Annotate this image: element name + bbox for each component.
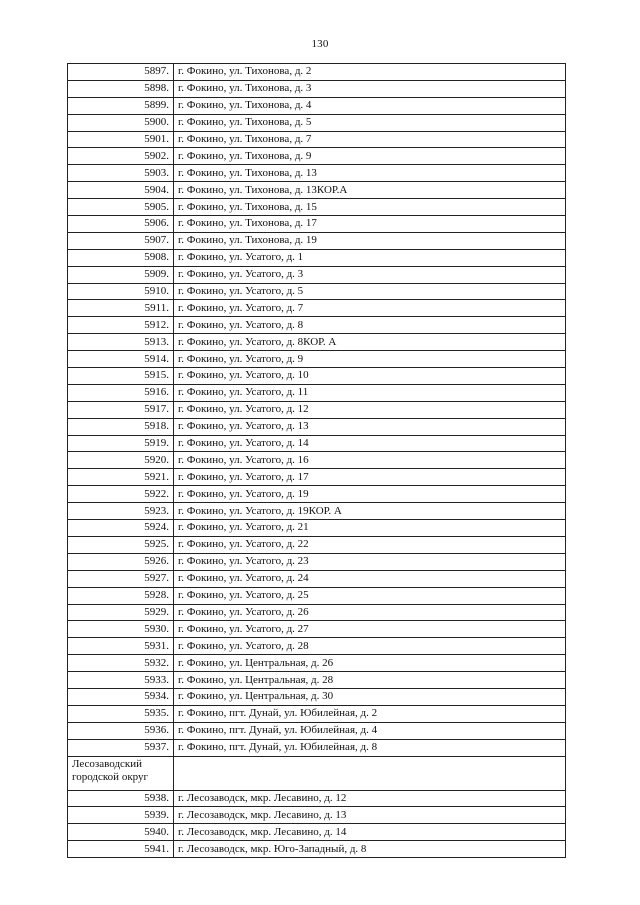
table-row (68, 621, 566, 638)
row-number: 5906. (68, 216, 174, 233)
row-address: г. Фокино, ул. Тихонова, д. 15 (174, 199, 566, 216)
row-number: 5928. (68, 587, 174, 604)
table-row (68, 503, 566, 520)
row-address: г. Фокино, ул. Усатого, д. 26 (174, 604, 566, 621)
table-row (68, 232, 566, 249)
table-row (68, 841, 566, 858)
row-address: г. Фокино, ул. Тихонова, д. 5 (174, 114, 566, 131)
group-empty-cell (174, 756, 566, 790)
row-address: г. Лесозаводск, мкр. Лесавино, д. 13 (174, 807, 566, 824)
table-row (68, 435, 566, 452)
row-number: 5918. (68, 418, 174, 435)
table-row (68, 199, 566, 216)
group-name: Лесозаводский городской округ (68, 756, 174, 790)
table-row (68, 418, 566, 435)
table-row (68, 722, 566, 739)
row-number: 5911. (68, 300, 174, 317)
table-row (68, 520, 566, 537)
row-address: г. Фокино, ул. Усатого, д. 27 (174, 621, 566, 638)
table-row (68, 655, 566, 672)
table-row (68, 384, 566, 401)
table-row (68, 64, 566, 81)
row-address: г. Фокино, пгт. Дунай, ул. Юбилейная, д. 2 (174, 705, 566, 722)
row-number: 5898. (68, 80, 174, 97)
table-row (68, 334, 566, 351)
table-row (68, 790, 566, 807)
table-row (68, 604, 566, 621)
row-address: г. Фокино, ул. Тихонова, д. 2 (174, 64, 566, 81)
row-address: г. Фокино, ул. Усатого, д. 11 (174, 384, 566, 401)
table-row (68, 739, 566, 756)
row-number: 5904. (68, 182, 174, 199)
row-number: 5916. (68, 384, 174, 401)
row-number: 5931. (68, 638, 174, 655)
row-number: 5897. (68, 64, 174, 81)
table-row (68, 401, 566, 418)
row-address: г. Фокино, ул. Тихонова, д. 9 (174, 148, 566, 165)
table-row (68, 266, 566, 283)
table-row (68, 638, 566, 655)
row-number: 5917. (68, 401, 174, 418)
group-header-row (68, 756, 566, 790)
row-address: г. Фокино, ул. Усатого, д. 22 (174, 536, 566, 553)
row-address: г. Фокино, ул. Тихонова, д. 17 (174, 216, 566, 233)
row-number: 5919. (68, 435, 174, 452)
row-address: г. Фокино, ул. Усатого, д. 1 (174, 249, 566, 266)
address-table-body (68, 64, 566, 858)
table-row (68, 672, 566, 689)
table-row (68, 469, 566, 486)
row-address: г. Фокино, ул. Тихонова, д. 13КОР.А (174, 182, 566, 199)
row-number: 5940. (68, 824, 174, 841)
row-number: 5902. (68, 148, 174, 165)
row-number: 5920. (68, 452, 174, 469)
table-row (68, 553, 566, 570)
table-row (68, 216, 566, 233)
table-row (68, 131, 566, 148)
row-address: г. Фокино, ул. Центральная, д. 28 (174, 672, 566, 689)
row-address: г. Фокино, ул. Усатого, д. 14 (174, 435, 566, 452)
row-number: 5933. (68, 672, 174, 689)
table-row (68, 97, 566, 114)
table-row (68, 165, 566, 182)
row-number: 5924. (68, 520, 174, 537)
row-address: г. Фокино, ул. Усатого, д. 7 (174, 300, 566, 317)
table-row (68, 80, 566, 97)
address-table (67, 63, 566, 858)
row-address: г. Фокино, ул. Тихонова, д. 13 (174, 165, 566, 182)
table-row (68, 351, 566, 368)
row-number: 5925. (68, 536, 174, 553)
table-row (68, 148, 566, 165)
row-address: г. Фокино, ул. Усатого, д. 24 (174, 570, 566, 587)
table-row (68, 114, 566, 131)
row-address: г. Лесозаводск, мкр. Лесавино, д. 12 (174, 790, 566, 807)
row-number: 5922. (68, 486, 174, 503)
row-number: 5936. (68, 722, 174, 739)
row-number: 5909. (68, 266, 174, 283)
row-number: 5934. (68, 688, 174, 705)
table-row (68, 486, 566, 503)
row-address: г. Фокино, ул. Усатого, д. 21 (174, 520, 566, 537)
table-row (68, 249, 566, 266)
table-row (68, 587, 566, 604)
row-number: 5903. (68, 165, 174, 182)
row-address: г. Фокино, пгт. Дунай, ул. Юбилейная, д. 8 (174, 739, 566, 756)
row-number: 5923. (68, 503, 174, 520)
row-address: г. Лесозаводск, мкр. Лесавино, д. 14 (174, 824, 566, 841)
table-row (68, 368, 566, 385)
row-address: г. Фокино, ул. Усатого, д. 9 (174, 351, 566, 368)
row-number: 5932. (68, 655, 174, 672)
row-address: г. Фокино, ул. Усатого, д. 19КОР. А (174, 503, 566, 520)
row-number: 5908. (68, 249, 174, 266)
row-number: 5912. (68, 317, 174, 334)
row-number: 5915. (68, 368, 174, 385)
row-number: 5907. (68, 232, 174, 249)
table-row (68, 807, 566, 824)
row-address: г. Фокино, ул. Усатого, д. 5 (174, 283, 566, 300)
row-number: 5899. (68, 97, 174, 114)
row-number: 5938. (68, 790, 174, 807)
row-address: г. Фокино, ул. Центральная, д. 30 (174, 688, 566, 705)
table-row (68, 300, 566, 317)
row-address: г. Фокино, ул. Тихонова, д. 3 (174, 80, 566, 97)
row-number: 5913. (68, 334, 174, 351)
row-address: г. Фокино, ул. Усатого, д. 28 (174, 638, 566, 655)
row-number: 5939. (68, 807, 174, 824)
row-address: г. Фокино, пгт. Дунай, ул. Юбилейная, д. 4 (174, 722, 566, 739)
row-number: 5941. (68, 841, 174, 858)
row-number: 5930. (68, 621, 174, 638)
table-row (68, 182, 566, 199)
row-address: г. Фокино, ул. Усатого, д. 13 (174, 418, 566, 435)
row-address: г. Фокино, ул. Усатого, д. 10 (174, 368, 566, 385)
row-address: г. Фокино, ул. Тихонова, д. 4 (174, 97, 566, 114)
table-row (68, 317, 566, 334)
table-row (68, 688, 566, 705)
row-number: 5937. (68, 739, 174, 756)
row-address: г. Фокино, ул. Усатого, д. 19 (174, 486, 566, 503)
row-number: 5900. (68, 114, 174, 131)
row-number: 5901. (68, 131, 174, 148)
row-address: г. Фокино, ул. Усатого, д. 17 (174, 469, 566, 486)
row-number: 5935. (68, 705, 174, 722)
row-number: 5910. (68, 283, 174, 300)
table-row (68, 536, 566, 553)
row-address: г. Лесозаводск, мкр. Юго-Западный, д. 8 (174, 841, 566, 858)
row-address: г. Фокино, ул. Тихонова, д. 7 (174, 131, 566, 148)
row-address: г. Фокино, ул. Усатого, д. 3 (174, 266, 566, 283)
row-address: г. Фокино, ул. Усатого, д. 8 (174, 317, 566, 334)
page-number: 130 (311, 38, 329, 50)
row-number: 5927. (68, 570, 174, 587)
row-address: г. Фокино, ул. Усатого, д. 23 (174, 553, 566, 570)
table-row (68, 705, 566, 722)
row-address: г. Фокино, ул. Усатого, д. 12 (174, 401, 566, 418)
table-row (68, 452, 566, 469)
row-number: 5929. (68, 604, 174, 621)
row-address: г. Фокино, ул. Усатого, д. 8КОР. А (174, 334, 566, 351)
table-row (68, 283, 566, 300)
table-row (68, 570, 566, 587)
row-address: г. Фокино, ул. Тихонова, д. 19 (174, 232, 566, 249)
row-number: 5905. (68, 199, 174, 216)
table-row (68, 824, 566, 841)
row-address: г. Фокино, ул. Усатого, д. 16 (174, 452, 566, 469)
row-number: 5921. (68, 469, 174, 486)
row-number: 5926. (68, 553, 174, 570)
row-address: г. Фокино, ул. Усатого, д. 25 (174, 587, 566, 604)
row-address: г. Фокино, ул. Центральная, д. 26 (174, 655, 566, 672)
row-number: 5914. (68, 351, 174, 368)
